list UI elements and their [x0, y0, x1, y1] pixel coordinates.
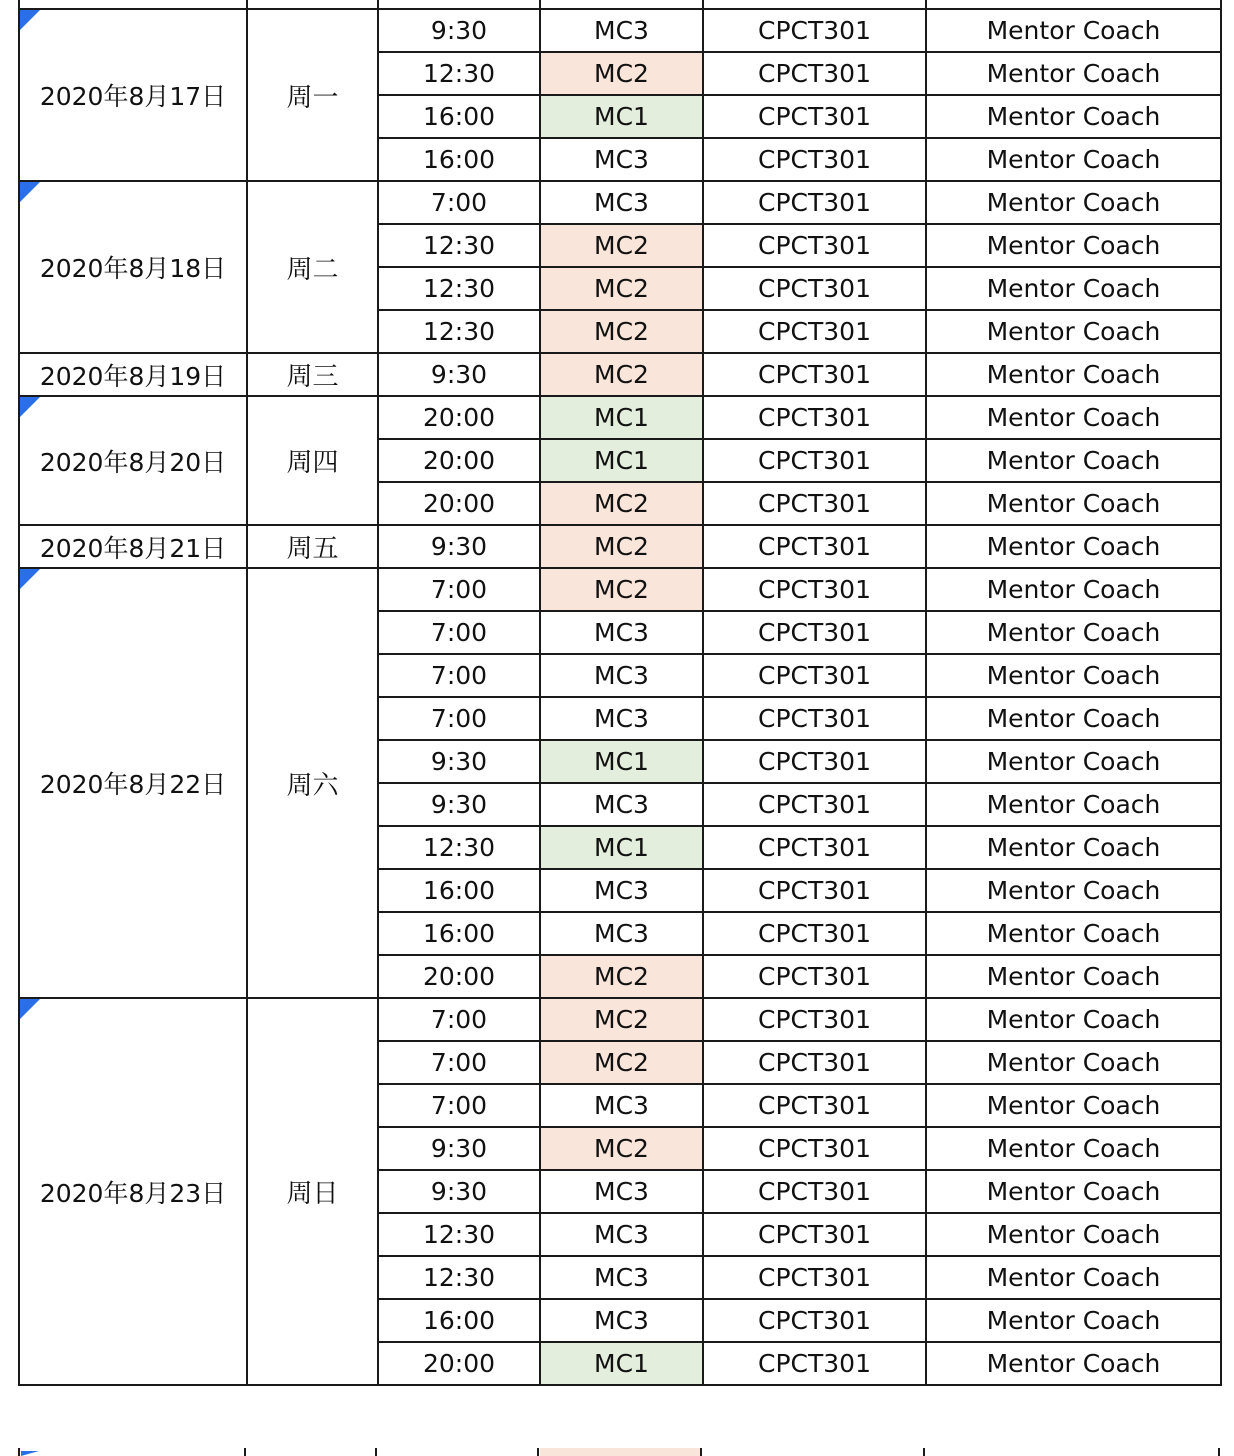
comment-indicator-icon[interactable] [20, 397, 40, 417]
course-cell[interactable]: CPCT301 [703, 439, 926, 482]
time-cell[interactable]: 7:00 [378, 1041, 540, 1084]
date-cell[interactable] [19, 396, 247, 525]
role-cell[interactable]: Mentor Coach [926, 396, 1221, 439]
role-cell[interactable]: Mentor Coach [926, 353, 1221, 396]
course-cell[interactable]: CPCT301 [703, 396, 926, 439]
course-cell[interactable]: CPCT301 [703, 654, 926, 697]
role-cell[interactable]: Mentor Coach [926, 1170, 1221, 1213]
time-cell[interactable]: 9:30 [378, 525, 540, 568]
date-text: 2020年8月20日 [39, 447, 227, 477]
time-cell[interactable]: 12:30 [378, 52, 540, 95]
mc-cell[interactable]: MC2 [540, 998, 703, 1041]
role-cell[interactable]: Mentor Coach [926, 224, 1221, 267]
mc-cell[interactable]: MC3 [540, 869, 703, 912]
course-cell[interactable]: CPCT301 [703, 138, 926, 181]
time-cell[interactable]: 7:00 [378, 181, 540, 224]
role-cell[interactable]: Mentor Coach [926, 611, 1221, 654]
mc-cell[interactable]: MC3 [540, 1170, 703, 1213]
weekday-cell[interactable]: 周二 [247, 181, 378, 353]
date-text: 2020年8月18日 [39, 254, 227, 283]
role-cell[interactable]: Mentor Coach [926, 1256, 1221, 1299]
mc-cell[interactable]: MC3 [540, 181, 703, 224]
mc-cell[interactable]: MC3 [540, 611, 703, 654]
date-cell[interactable] [19, 181, 247, 353]
role-cell[interactable]: Mentor Coach [926, 568, 1221, 611]
course-cell[interactable]: CPCT301 [703, 1342, 926, 1385]
mc-cell[interactable]: MC1 [540, 439, 703, 482]
time-cell[interactable]: 12:30 [378, 224, 540, 267]
previous-row-remnant [18, 0, 1222, 8]
time-cell[interactable]: 12:30 [378, 267, 540, 310]
date-text: 2020年8月17日 [39, 82, 227, 111]
date-cell[interactable] [19, 568, 247, 998]
mc-cell[interactable]: MC2 [540, 955, 703, 998]
mc-cell[interactable]: MC1 [540, 95, 703, 138]
weekday-cell[interactable]: 周六 [247, 568, 378, 998]
course-cell[interactable]: CPCT301 [703, 52, 926, 95]
course-cell[interactable]: CPCT301 [703, 955, 926, 998]
mc-cell[interactable]: MC2 [540, 1127, 703, 1170]
mc-cell[interactable]: MC2 [540, 267, 703, 310]
date-text: 2020年8月19日 [39, 361, 227, 391]
mc-cell[interactable]: MC3 [540, 1084, 703, 1127]
role-cell[interactable]: Mentor Coach [926, 1041, 1221, 1084]
next-row-mc-fill [540, 1448, 700, 1456]
role-cell[interactable]: Mentor Coach [926, 9, 1221, 52]
table-row [19, 998, 1221, 1041]
course-cell[interactable]: CPCT301 [703, 611, 926, 654]
course-cell[interactable]: CPCT301 [703, 1299, 926, 1342]
role-cell[interactable]: Mentor Coach [926, 138, 1221, 181]
time-cell[interactable]: 16:00 [378, 1299, 540, 1342]
time-cell[interactable]: 9:30 [378, 740, 540, 783]
mc-cell[interactable]: MC2 [540, 353, 703, 396]
course-cell[interactable]: CPCT301 [703, 783, 926, 826]
time-cell[interactable]: 7:00 [378, 1084, 540, 1127]
course-cell[interactable]: CPCT301 [703, 912, 926, 955]
date-text: 2020年8月22日 [39, 770, 227, 799]
table-row [19, 568, 1221, 611]
time-cell[interactable]: 7:00 [378, 611, 540, 654]
course-cell[interactable]: CPCT301 [703, 1213, 926, 1256]
course-cell[interactable]: CPCT301 [703, 95, 926, 138]
role-cell[interactable]: Mentor Coach [926, 697, 1221, 740]
role-cell[interactable]: Mentor Coach [926, 181, 1221, 224]
date-cell[interactable] [19, 525, 247, 568]
time-cell[interactable]: 12:30 [378, 826, 540, 869]
course-cell[interactable]: CPCT301 [703, 826, 926, 869]
comment-indicator-icon[interactable] [20, 999, 40, 1019]
weekday-cell[interactable]: 周三 [247, 353, 378, 396]
comment-indicator-icon[interactable] [20, 182, 40, 202]
mc-cell[interactable]: MC3 [540, 9, 703, 52]
time-cell[interactable]: 20:00 [378, 439, 540, 482]
table-row [19, 353, 1221, 396]
mc-cell[interactable]: MC3 [540, 654, 703, 697]
role-cell[interactable]: Mentor Coach [926, 740, 1221, 783]
course-cell[interactable]: CPCT301 [703, 740, 926, 783]
role-cell[interactable]: Mentor Coach [926, 439, 1221, 482]
date-text: 2020年8月21日 [39, 533, 227, 563]
mc-cell[interactable]: MC2 [540, 525, 703, 568]
course-cell[interactable]: CPCT301 [703, 1256, 926, 1299]
time-cell[interactable]: 9:30 [378, 1170, 540, 1213]
weekday-cell[interactable]: 周一 [247, 9, 378, 181]
next-row-remnant [18, 1448, 1222, 1456]
time-cell[interactable]: 9:30 [378, 9, 540, 52]
table-row [19, 181, 1221, 224]
role-cell[interactable]: Mentor Coach [926, 955, 1221, 998]
role-cell[interactable]: Mentor Coach [926, 1342, 1221, 1385]
course-cell[interactable]: CPCT301 [703, 310, 926, 353]
time-cell[interactable]: 9:30 [378, 353, 540, 396]
course-cell[interactable]: CPCT301 [703, 267, 926, 310]
course-cell[interactable]: CPCT301 [703, 224, 926, 267]
course-cell[interactable]: CPCT301 [703, 1041, 926, 1084]
mc-cell[interactable]: MC3 [540, 783, 703, 826]
time-cell[interactable]: 9:30 [378, 1127, 540, 1170]
course-cell[interactable]: CPCT301 [703, 568, 926, 611]
next-row-note-marker [21, 1451, 39, 1456]
schedule-table [18, 8, 1222, 1386]
table-row [19, 396, 1221, 439]
comment-indicator-icon[interactable] [20, 569, 40, 589]
date-text: 2020年8月23日 [39, 1178, 227, 1208]
course-cell[interactable]: CPCT301 [703, 697, 926, 740]
role-cell[interactable]: Mentor Coach [926, 52, 1221, 95]
role-cell[interactable]: Mentor Coach [926, 95, 1221, 138]
role-cell[interactable]: Mentor Coach [926, 912, 1221, 955]
mc-cell[interactable]: MC2 [540, 224, 703, 267]
mc-cell[interactable]: MC1 [540, 396, 703, 439]
role-cell[interactable]: Mentor Coach [926, 1213, 1221, 1256]
role-cell[interactable]: Mentor Coach [926, 310, 1221, 353]
weekday-cell[interactable]: 周五 [247, 525, 378, 568]
mc-cell[interactable]: MC1 [540, 1342, 703, 1385]
role-cell[interactable]: Mentor Coach [926, 1084, 1221, 1127]
date-cell[interactable] [19, 353, 247, 396]
role-cell[interactable]: Mentor Coach [926, 1299, 1221, 1342]
mc-cell[interactable]: MC1 [540, 826, 703, 869]
time-cell[interactable]: 7:00 [378, 697, 540, 740]
time-cell[interactable]: 16:00 [378, 869, 540, 912]
mc-cell[interactable]: MC3 [540, 697, 703, 740]
course-cell[interactable]: CPCT301 [703, 1084, 926, 1127]
course-cell[interactable]: CPCT301 [703, 1127, 926, 1170]
time-cell[interactable]: 16:00 [378, 912, 540, 955]
time-cell[interactable]: 7:00 [378, 568, 540, 611]
comment-indicator-icon[interactable] [20, 10, 40, 30]
role-cell[interactable]: Mentor Coach [926, 482, 1221, 525]
mc-cell[interactable]: MC3 [540, 1213, 703, 1256]
date-cell[interactable] [19, 998, 247, 1385]
mc-cell[interactable]: MC2 [540, 482, 703, 525]
mc-cell[interactable]: MC3 [540, 1299, 703, 1342]
time-cell[interactable]: 20:00 [378, 482, 540, 525]
time-cell[interactable]: 16:00 [378, 138, 540, 181]
mc-cell[interactable]: MC1 [540, 740, 703, 783]
role-cell[interactable]: Mentor Coach [926, 525, 1221, 568]
mc-cell[interactable]: MC2 [540, 52, 703, 95]
time-cell[interactable]: 20:00 [378, 396, 540, 439]
role-cell[interactable]: Mentor Coach [926, 826, 1221, 869]
course-cell[interactable]: CPCT301 [703, 353, 926, 396]
role-cell[interactable]: Mentor Coach [926, 1127, 1221, 1170]
table-row [19, 9, 1221, 52]
mc-cell[interactable]: MC2 [540, 568, 703, 611]
role-cell[interactable]: Mentor Coach [926, 267, 1221, 310]
course-cell[interactable]: CPCT301 [703, 181, 926, 224]
time-cell[interactable]: 12:30 [378, 310, 540, 353]
role-cell[interactable]: Mentor Coach [926, 654, 1221, 697]
course-cell[interactable]: CPCT301 [703, 9, 926, 52]
time-cell[interactable]: 12:30 [378, 1213, 540, 1256]
mc-cell[interactable]: MC2 [540, 310, 703, 353]
time-cell[interactable]: 16:00 [378, 95, 540, 138]
schedule-body [19, 9, 1221, 1385]
mc-cell[interactable]: MC2 [540, 1041, 703, 1084]
role-cell[interactable]: Mentor Coach [926, 869, 1221, 912]
course-cell[interactable]: CPCT301 [703, 482, 926, 525]
course-cell[interactable]: CPCT301 [703, 1170, 926, 1213]
time-cell[interactable]: 9:30 [378, 783, 540, 826]
mc-cell[interactable]: MC3 [540, 138, 703, 181]
time-cell[interactable]: 12:30 [378, 1256, 540, 1299]
mc-cell[interactable]: MC3 [540, 912, 703, 955]
time-cell[interactable]: 7:00 [378, 654, 540, 697]
table-row [19, 525, 1221, 568]
course-cell[interactable]: CPCT301 [703, 525, 926, 568]
mc-cell[interactable]: MC3 [540, 1256, 703, 1299]
role-cell[interactable]: Mentor Coach [926, 998, 1221, 1041]
date-cell[interactable] [19, 9, 247, 181]
time-cell[interactable]: 7:00 [378, 998, 540, 1041]
course-cell[interactable]: CPCT301 [703, 998, 926, 1041]
time-cell[interactable]: 20:00 [378, 955, 540, 998]
time-cell[interactable]: 20:00 [378, 1342, 540, 1385]
weekday-cell[interactable]: 周日 [247, 998, 378, 1385]
course-cell[interactable]: CPCT301 [703, 869, 926, 912]
weekday-cell[interactable]: 周四 [247, 396, 378, 525]
role-cell[interactable]: Mentor Coach [926, 783, 1221, 826]
